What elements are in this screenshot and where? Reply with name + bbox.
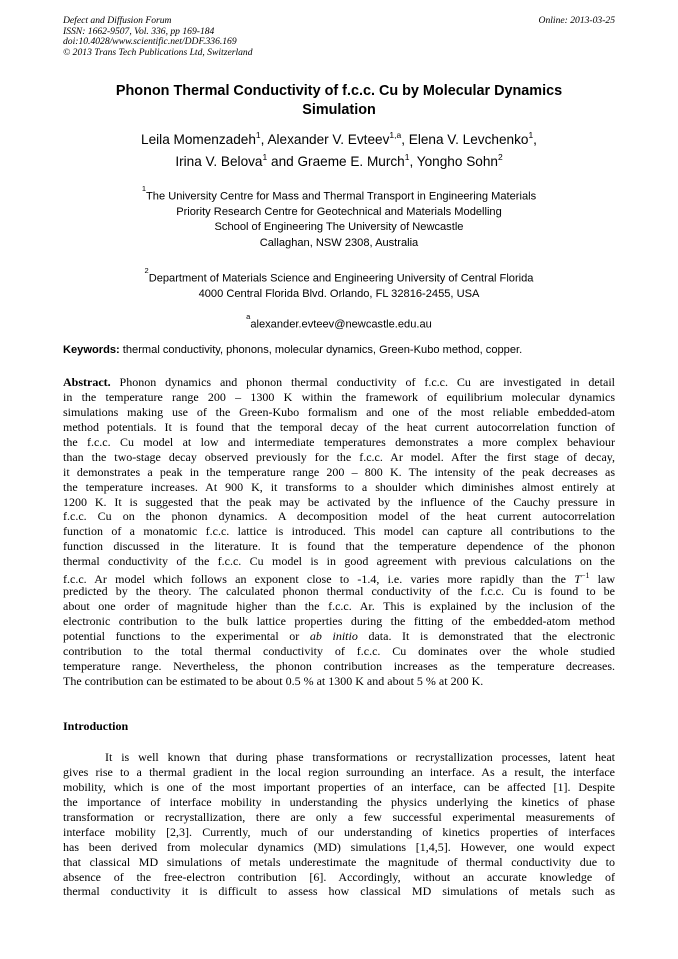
abstract-label: Abstract. <box>63 375 111 389</box>
affiliation-text: The University Centre for Mass and Thermal Transport in Engineering Materials <box>146 190 537 203</box>
abstract-line: electronic contribution to the bulk lattice properties during the fitting of the embedded-atom method <box>63 614 615 628</box>
journal-header <box>63 16 615 58</box>
affiliation-sup: 1 <box>141 184 147 193</box>
author-affil-sup: 1,a <box>389 130 402 140</box>
author-name: , Elena V. Levchenko <box>401 132 529 147</box>
abstract-line: than the two-stage decay observed previously for the f.c.c. Ar model. After the first stage of decay, <box>63 449 615 464</box>
abstract-line: simulations making use of the Green-Kubo formalism and one of the most reliable embedded-atom <box>63 404 615 419</box>
abstract-line: it demonstrates a peak in the temperature range 200 – 800 K. The intensity of the peak decreases as <box>63 464 615 479</box>
journal-name: Defect and Diffusion Forum <box>63 15 172 26</box>
math-symbol-t: T <box>574 572 581 587</box>
title-line-1: Phonon Thermal Conductivity of f.c.c. Cu by Molecular Dynamics <box>115 83 563 99</box>
intro-line: the importance of interface mobility in understanding the physics underlying the kinetics of phase <box>63 794 615 809</box>
abstract-text: law <box>589 572 616 587</box>
abstract-line <box>63 629 615 644</box>
abstract-line: the temperature increases. At 900 K, it transforms to a shoulder which diminishes almost entirely at <box>63 479 615 494</box>
keywords <box>63 343 623 357</box>
abstract-text: f.c.c. Ar model which follows an exponent close to -1.4, i.e. varies more rapidly than the <box>63 572 575 587</box>
abstract-line: temperature range. Nevertheless, the phonon contribution increases as the temperature decreases. <box>63 658 615 673</box>
abstract-text: potential functions to the experimental or <box>63 628 310 643</box>
affiliation-1-line-2: Priority Research Centre for Geotechnical and Materials Modelling <box>176 205 502 218</box>
abstract <box>63 375 615 689</box>
intro-line: that classical MD simulations of metals underestimate the magnitude of thermal conductivity due to <box>63 854 615 869</box>
affiliation-1-line-1 <box>63 185 615 205</box>
corresponding-email <box>63 313 615 333</box>
author-affil-sup: 1 <box>255 130 261 140</box>
email-address: alexander.evteev@newcastle.edu.au <box>250 318 432 331</box>
affiliation-1 <box>63 185 615 251</box>
author-line-1 <box>63 130 615 152</box>
abstract-line: method potentials. It is found that the temporal decay of the heat current autocorrelation function of <box>63 419 615 434</box>
intro-line: thermal conductivity it is difficult to assess how classical MD simulations of metals such as <box>63 884 615 899</box>
introduction-body <box>63 750 615 899</box>
author-line-2 <box>63 152 615 174</box>
author-affil-sup: 1 <box>404 151 410 162</box>
abstract-line: 1200 K. It is suggested that the peak may be activated by the influence of the Cauchy pressure in <box>63 494 615 509</box>
section-heading-introduction: Introduction <box>63 719 129 733</box>
affiliation-text: Department of Materials Science and Engineering University of Central Florida <box>148 272 534 285</box>
author-affil-sup: 1 <box>262 151 268 162</box>
abstract-line: The contribution can be estimated to be about 0.5 % at 1300 K and about 5 % at 200 K. <box>63 673 484 688</box>
affiliation-sup: 2 <box>144 266 149 275</box>
author-name: and Graeme E. Murch <box>267 153 405 169</box>
intro-line: gives rise to a thermal gradient in the local region surrounding an interface. As a result, the interface <box>63 764 615 779</box>
abstract-line: f.c.c. Cu on the phonon dynamics. A decomposition model of the heat current autocorrelation <box>63 509 615 524</box>
abstract-text: data. It is demonstrated that the electronic <box>357 628 616 643</box>
affiliation-2-line-1 <box>63 267 615 287</box>
affiliation-2-line-2: 4000 Central Florida Blvd. Orlando, FL 32816-2455, USA <box>198 287 480 300</box>
abstract-line: about one order of magnitude higher than the f.c.c. Ar. This is explained by the inclusion of the <box>63 599 615 614</box>
author-name: Irina V. Belova <box>175 153 263 169</box>
intro-line: has been derived from molecular dynamics (MD) simulations [1,4,5]. However, one would expect <box>63 839 615 854</box>
author-separator: , <box>533 132 537 147</box>
intro-line: mobility, which is one of the most important properties of an interface, can be affected [1]. Despite <box>63 779 615 794</box>
paper-title <box>63 82 615 119</box>
abstract-text: Phonon dynamics and phonon thermal conductivity of f.c.c. Cu are investigated in detail <box>110 375 615 389</box>
author-affil-sup: 2 <box>497 151 503 162</box>
author-name: , Alexander V. Evteev <box>260 132 390 147</box>
intro-line: absence of the free-electron contribution [6]. Accordingly, without an accurate knowledge of <box>63 869 615 884</box>
affiliation-1-line-3: School of Engineering The University of Newcastle <box>214 221 464 234</box>
abstract-line: contribution to the total thermal conductivity of f.c.c. Cu dominates over the whole studied <box>63 643 615 658</box>
online-date: Online: 2013-03-25 <box>538 15 615 26</box>
abstract-line <box>63 375 615 390</box>
author-list <box>63 130 615 173</box>
intro-line: interface mobility [2,3]. Currently, much of our understanding of kinetics properties of interfaces <box>63 824 615 839</box>
abstract-line: thermal conductivity of the f.c.c. Cu model is in good agreement with previous calculations on the <box>63 554 615 569</box>
affiliation-1-line-4: Callaghan, NSW 2308, Australia <box>259 236 419 249</box>
abstract-line: function of a monatomic f.c.c. lattice is introduced. This model can capture all contributions to the <box>63 524 615 539</box>
abstract-line: the f.c.c. Cu model at low and intermediate temperatures demonstrates a more complex behaviour <box>63 434 615 449</box>
author-name: , Yongho Sohn <box>409 153 498 169</box>
keywords-label: Keywords: <box>63 344 120 356</box>
affiliation-2 <box>63 267 615 302</box>
intro-line: It is well known that during phase transformations or recrystallization processes, latent heat <box>105 750 615 764</box>
math-exponent: −1 <box>580 571 590 581</box>
abstract-line: in the temperature range 200 – 1300 K within the framework of equilibrium molecular dynamics <box>63 389 615 404</box>
intro-line: transformation or recrystallization, there are only a few successful experimental measurements of <box>63 809 615 824</box>
abstract-line: function discussed in the literature. It is found that the temperature dependence of the phonon <box>63 539 615 554</box>
title-line-2: Simulation <box>302 101 376 118</box>
italic-term: ab initio <box>309 628 358 643</box>
author-name: Leila Momenzadeh <box>141 132 256 147</box>
author-affil-sup: 1 <box>528 130 534 140</box>
abstract-line: predicted by the theory. The calculated phonon thermal conductivity of the f.c.c. Cu is found to be <box>63 584 615 599</box>
journal-issn: ISSN: 1662-9507, Vol. 336, pp 169-184 <box>63 25 215 37</box>
email-sup: a <box>246 312 251 321</box>
journal-copyright: © 2013 Trans Tech Publications Ltd, Switzerland <box>63 46 253 58</box>
journal-doi: doi:10.4028/www.scientific.net/DDF.336.169 <box>63 36 237 48</box>
abstract-line <box>63 569 616 587</box>
keywords-text: thermal conductivity, phonons, molecular dynamics, Green-Kubo method, copper. <box>119 344 523 356</box>
